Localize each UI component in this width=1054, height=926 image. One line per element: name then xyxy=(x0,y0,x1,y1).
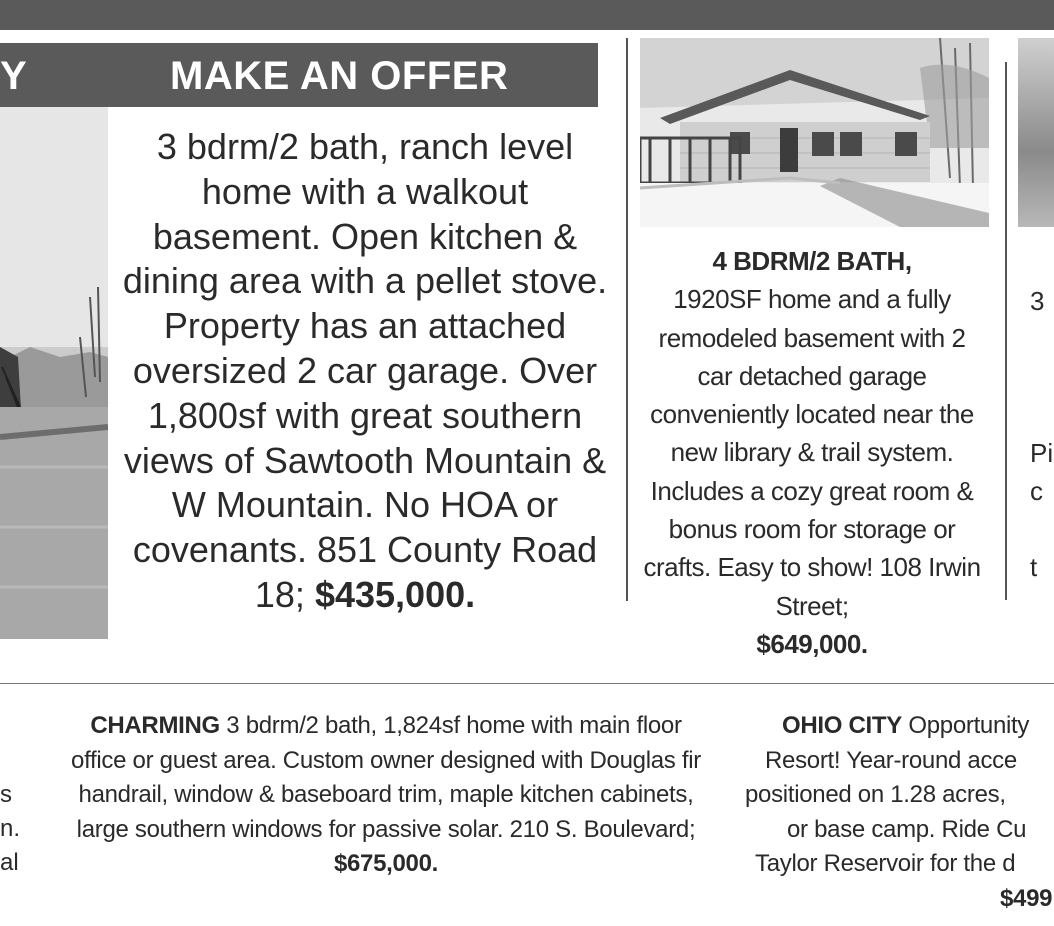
section-divider xyxy=(0,683,1054,684)
listing-main-price: $435,000. xyxy=(314,573,476,615)
listing-bottom-right-line: or base camp. Ride Cu xyxy=(787,815,1027,843)
listing-bottom-headline: CHARMING xyxy=(90,712,220,739)
listing-bottom-price: $675,000. xyxy=(333,850,439,877)
property-photo-house-graphic xyxy=(640,38,989,227)
cut-off-text: c xyxy=(1030,476,1043,506)
column-divider xyxy=(1005,62,1007,600)
listing-bottom-right-price: $499 xyxy=(1000,884,1053,912)
cut-off-text: n. xyxy=(0,815,21,842)
listing-bottom-right-line: Resort! Year-round acce xyxy=(765,746,1017,774)
listing-mid-text: 1920SF home and a fully remodeled basement with 2 car detached garage conveniently located near the new library & trail system. Includes a cozy great room & bonus room for storage or crafts. Easy to show! 108 Irwin Street; xyxy=(643,284,981,621)
property-photo-left xyxy=(0,107,108,639)
cut-off-text: al xyxy=(0,849,19,876)
column-divider xyxy=(626,38,628,601)
listing-main-description xyxy=(120,125,610,618)
listing-bottom-right-line: Taylor Reservoir for the d xyxy=(755,850,1016,877)
listing-bottom-right-headline: OHIO CITY xyxy=(782,712,902,739)
section-header-title: MAKE AN OFFER xyxy=(170,54,509,98)
top-bar xyxy=(0,0,1054,30)
listing-bottom-description xyxy=(70,709,702,882)
listing-mid-headline: 4 BDRM/2 BATH, xyxy=(712,246,912,276)
cut-off-text xyxy=(1030,510,1054,548)
listing-bottom-right-line: Opportunity xyxy=(908,712,1030,739)
cut-off-listing-left xyxy=(0,778,20,880)
cut-off-text: s xyxy=(0,781,12,808)
listing-bottom-right-line: positioned on 1.28 acres, xyxy=(745,781,1006,808)
property-photo-left-graphic xyxy=(0,107,108,639)
cut-off-text: Pi xyxy=(1030,438,1054,468)
section-header-cut-text: Y xyxy=(0,54,27,98)
listing-bottom-right-description xyxy=(745,709,1054,916)
property-photo-house xyxy=(640,38,989,227)
listing-mid-price: $649,000. xyxy=(756,628,868,659)
cut-off-text: 3 xyxy=(1030,286,1045,316)
listing-mid-description xyxy=(642,242,982,663)
property-photo-right xyxy=(1018,38,1054,227)
cut-off-text xyxy=(1030,396,1054,434)
cut-off-text: t xyxy=(1030,552,1038,582)
listing-bottom-text: 3 bdrm/2 bath, 1,824sf home with main floor office or guest area. Custom owner designed with Douglas fir handrail, window & baseboard trim, maple kitchen cabinets, large southern windows for passive solar. 210 S. Boulevard; xyxy=(71,712,701,843)
listing-main-text: 3 bdrm/2 bath, ranch level home with a walkout basement. Open kitchen & dining area with a pellet stove. Property has an attached oversized 2 car garage. Over 1,800sf with great southern views of Sawtooth Mountain & W Mountain. No HOA or covenants. 851 County Road 18; xyxy=(122,126,608,615)
cut-off-text xyxy=(1030,358,1054,396)
cut-off-listing-right xyxy=(1030,282,1054,586)
cut-off-text xyxy=(1030,320,1054,358)
